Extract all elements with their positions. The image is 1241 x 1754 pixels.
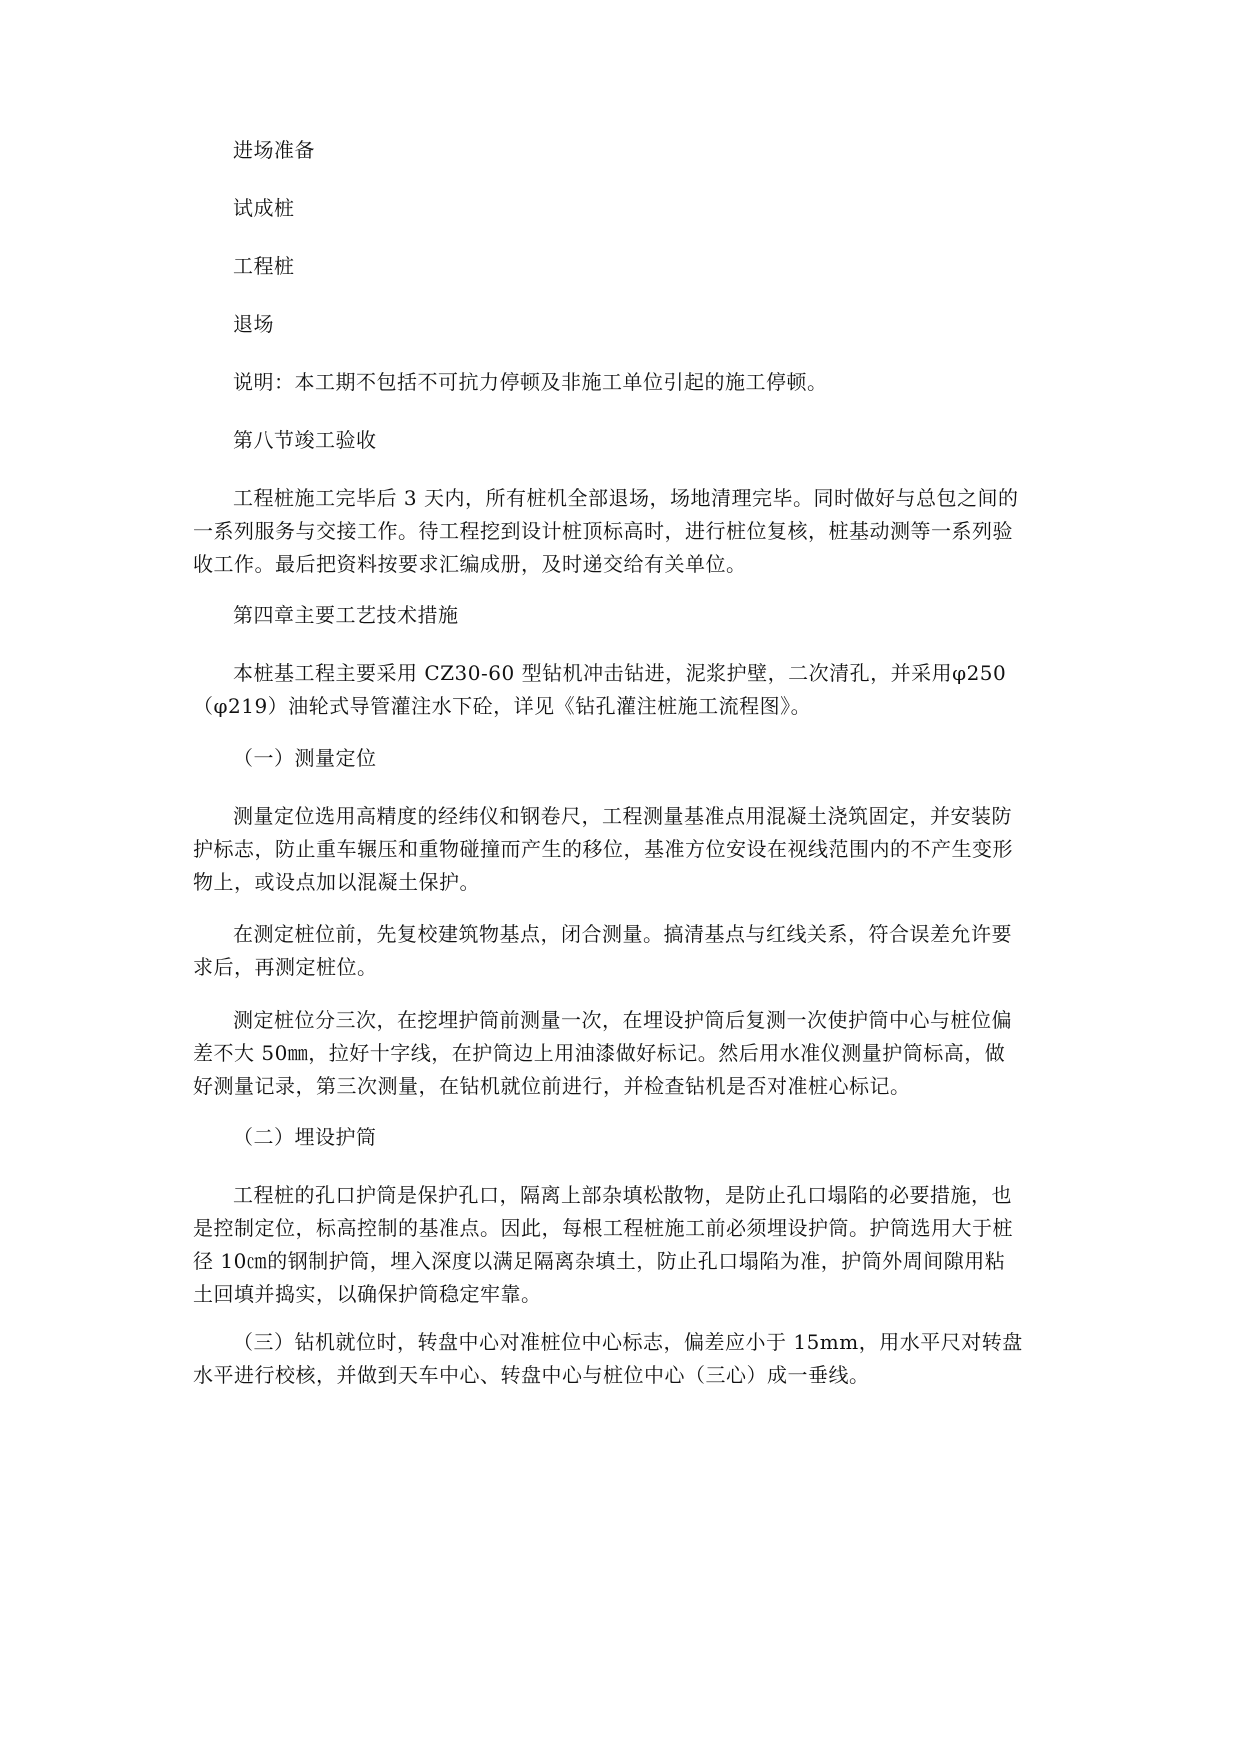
heading-trial-pile: 试成桩 <box>233 196 295 220</box>
subheading-survey-positioning: （一）测量定位 <box>233 746 377 770</box>
chapter-heading-technical-measures: 第四章主要工艺技术措施 <box>233 603 459 627</box>
schedule-note: 说明：本工期不包括不可抗力停顿及非施工单位引起的施工停顿。 <box>233 370 828 394</box>
paragraph-pile-positioning: 测定桩位分三次，在挖埋护筒前测量一次，在埋设护筒后复测一次使护筒中心与桩位偏 差不大 50㎜，拉好十字线，在护筒边上用油漆做好标记。然后用水准仪测量护筒标高，做 好测量记录，第三次测量，在钻机就位前进行，并检查钻机是否对准桩心标记。 <box>193 1008 1012 1098</box>
subheading-casing-installation: （二）埋设护筒 <box>233 1125 377 1149</box>
heading-site-preparation: 进场准备 <box>233 138 315 162</box>
paragraph-drilling-method: 本桩基工程主要采用 CZ30-60 型钻机冲击钻进，泥浆护壁，二次清孔，并采用φ250 （φ219）油轮式导管灌注水下砼，详见《钻孔灌注桩施工流程图》。 <box>193 661 1007 718</box>
section-heading-completion-acceptance: 第八节竣工验收 <box>233 428 377 452</box>
heading-exit-site: 退场 <box>233 312 274 336</box>
paragraph-survey-instruments: 测量定位选用高精度的经纬仪和钢卷尺，工程测量基准点用混凝土浇筑固定，并安装防 护标志，防止重车辗压和重物碰撞而产生的移位，基准方位安设在视线范围内的不产生变形 物上，或设点加以混凝土保护。 <box>193 804 1013 894</box>
paragraph-reference-check: 在测定桩位前，先复校建筑物基点，闭合测量。搞清基点与红线关系，符合误差允许要 求后，再测定桩位。 <box>193 922 1012 979</box>
heading-engineering-pile: 工程桩 <box>233 254 295 278</box>
paragraph-rig-positioning: （三）钻机就位时，转盘中心对准桩位中心标志，偏差应小于 15mm，用水平尺对转盘 水平进行校核，并做到天车中心、转盘中心与桩位中心（三心）成一垂线。 <box>193 1330 1023 1387</box>
paragraph-casing: 工程桩的孔口护筒是保护孔口，隔离上部杂填松散物，是防止孔口塌陷的必要措施，也 是控制定位，标高控制的基准点。因此，每根工程桩施工前必须埋设护筒。护筒选用大于桩 径 10㎝的钢制护筒，埋入深度以满足隔离杂填土，防止孔口塌陷为准，护筒外周间隙用粘 土回填并捣实，以确保护筒稳定牢靠。 <box>193 1183 1013 1306</box>
paragraph-completion: 工程桩施工完毕后 3 天内，所有桩机全部退场，场地清理完毕。同时做好与总包之间的 一系列服务与交接工作。待工程挖到设计桩顶标高时，进行桩位复核，桩基动测等一系列验 收工作。最后把资料按要求汇编成册，及时递交给有关单位。 <box>193 486 1019 576</box>
